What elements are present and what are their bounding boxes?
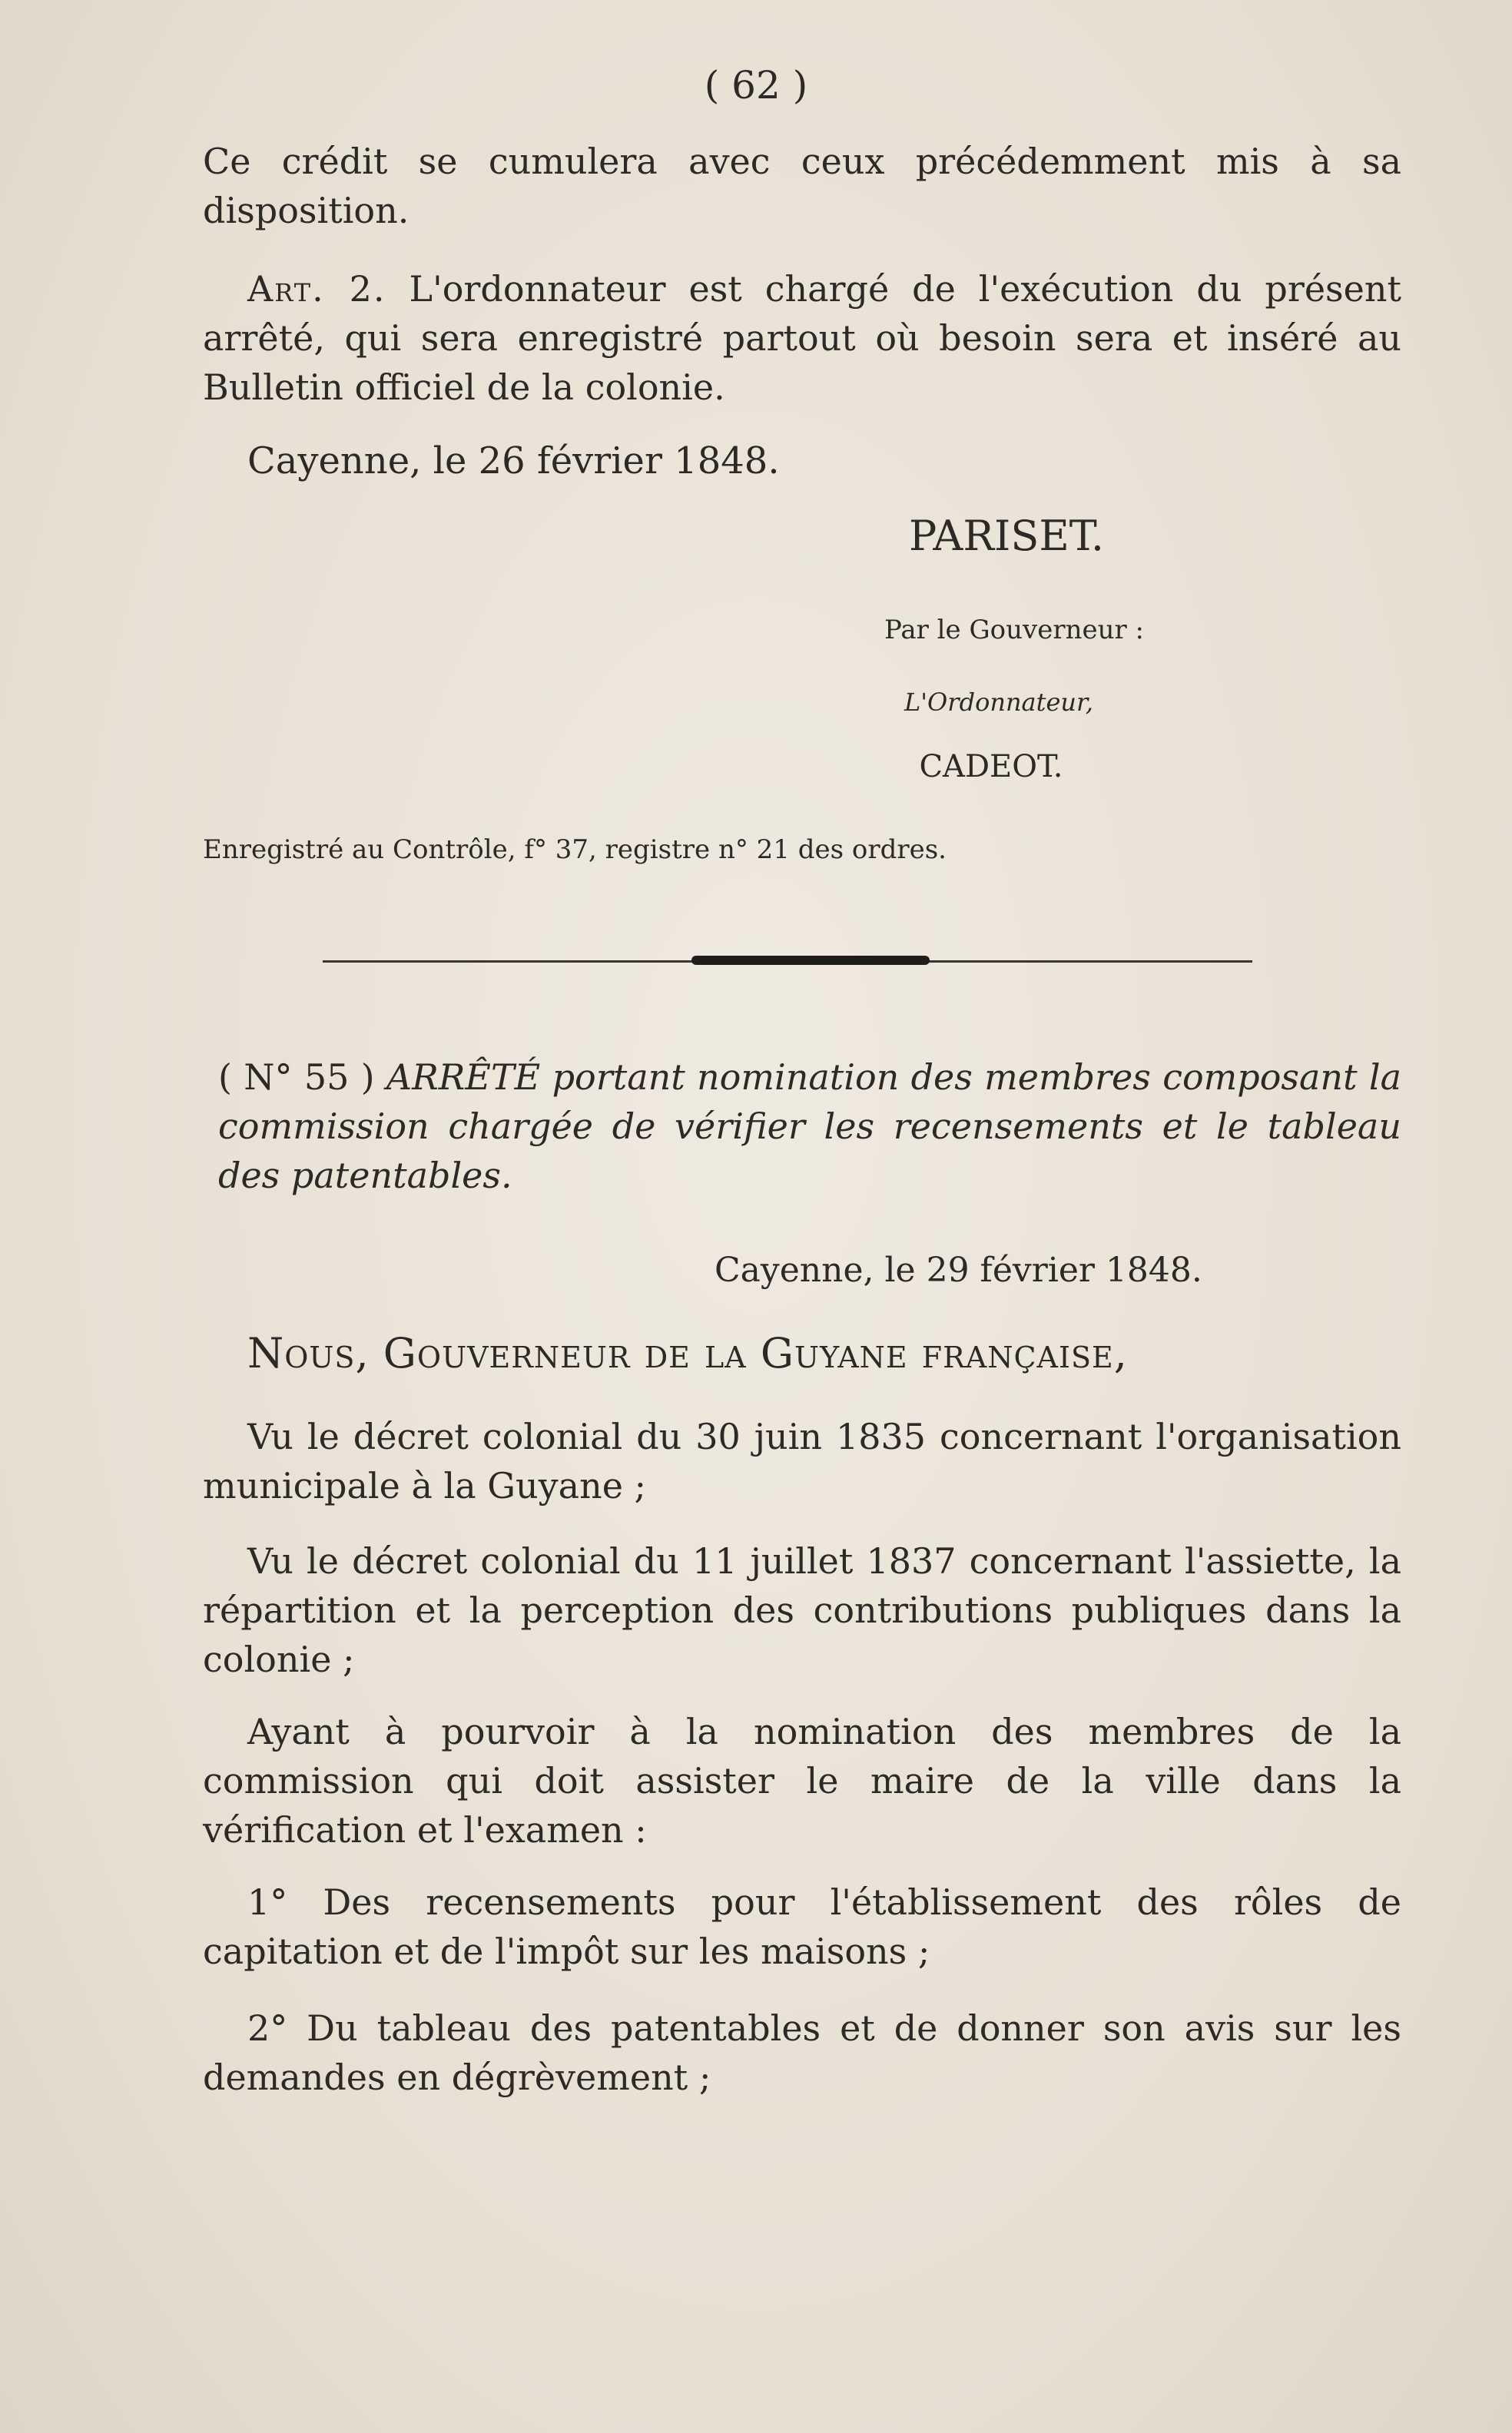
signatory-name: PARISET.: [908, 512, 1105, 560]
decree-title: portant nomination des membres composant la commission chargée de vérifier les recensements et le tableau des patentables.: [218, 1056, 1401, 1196]
decree-number: ( N° 55 ): [218, 1056, 375, 1098]
countersign-name: CADEOT.: [919, 749, 1063, 784]
vu-paragraph-2: Vu le décret colonial du 11 juillet 1837 concernant l'assiette, la répartition et la perception des contributions publiques dans la colonie ;: [203, 1540, 1401, 1680]
ayant-paragraph: Ayant à pourvoir à la nomination des membres de la commission qui doit assister le maire de la ville dans la vérification et l'examen :: [203, 1711, 1401, 1851]
paragraph-credit: Ce crédit se cumulera avec ceux précédemment mis à sa disposition.: [203, 141, 1401, 231]
date-line: Cayenne, le 26 février 1848.: [247, 439, 780, 482]
registration-note: Enregistré au Contrôle, f° 37, registre n° 21 des ordres.: [203, 834, 947, 865]
decree-title-word: ARRÊTÉ: [386, 1056, 541, 1098]
item-1: 1° Des recensements pour l'établissement des rôles de capitation et de l'impôt sur les maisons ;: [203, 1881, 1401, 1972]
decree-heading: [218, 1052, 1401, 1200]
item-2: 2° Du tableau des patentables et de donner son avis sur les demandes en dégrèvement ;: [203, 2007, 1401, 2098]
article-text: L'ordonnateur est chargé de l'exécution du présent arrêté, qui sera enregistré partout où besoin sera et inséré au Bulletin officiel de la colonie.: [203, 268, 1401, 408]
page-number: ( 62 ): [704, 63, 808, 108]
decree-date: Cayenne, le 29 février 1848.: [715, 1251, 1202, 1290]
divider-ornament: [691, 956, 930, 965]
nous-gouverneur-line: Nous, Gouverneur de la Guyane française,: [247, 1329, 1128, 1377]
vu-paragraph-1: Vu le décret colonial du 30 juin 1835 concernant l'organisation municipale à la Guyane ;: [203, 1416, 1401, 1507]
ordonnateur-label: L'Ordonnateur,: [904, 688, 1093, 717]
countersign-label: Par le Gouverneur :: [884, 615, 1145, 645]
article-label: Art. 2.: [247, 268, 386, 310]
article-2: [203, 264, 1401, 412]
